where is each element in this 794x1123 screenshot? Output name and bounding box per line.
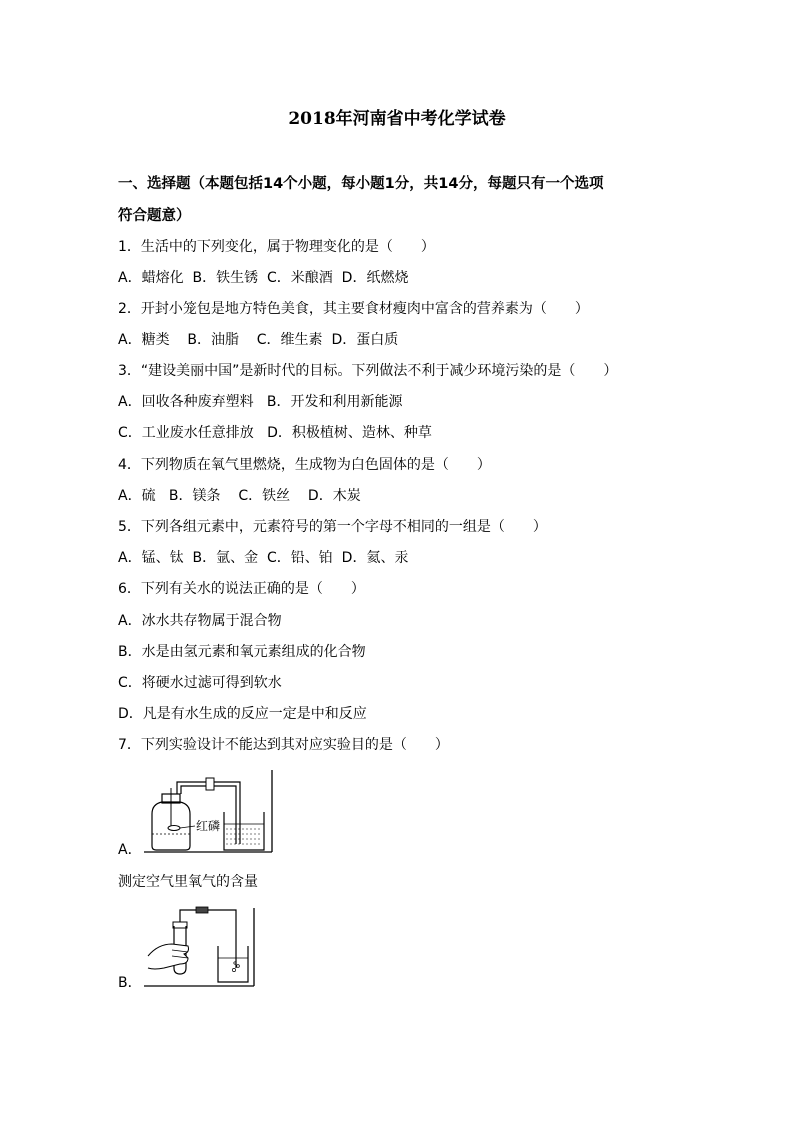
question-3-stem: 3．“建设美丽中国”是新时代的目标。下列做法不利于减少环境污染的是（ ）	[118, 363, 618, 379]
question-5-options: A．锰、钛 B．氩、金 C．铅、铂 D．氦、汞	[118, 550, 409, 566]
question-1-stem: 1．生活中的下列变化，属于物理变化的是（ ）	[118, 239, 435, 255]
question-4-stem: 4．下列物质在氧气里燃烧，生成物为白色固体的是（ ）	[118, 457, 491, 473]
question-6-option-d: D．凡是有水生成的反应一定是中和反应	[118, 706, 367, 722]
section-heading	[118, 168, 688, 232]
red-phosphorus-label: 红磷	[196, 819, 221, 833]
question-3-options-ab: A．回收各种废弃塑料 B．开发和利用新能源	[118, 394, 403, 410]
question-7-stem: 7．下列实验设计不能达到其对应实验目的是（ ）	[118, 737, 449, 753]
question-3-options-cd: C．工业废水任意排放 D．积极植树、造林、种草	[118, 425, 432, 441]
exam-title: 2018年河南省中考化学试卷	[288, 109, 506, 129]
q7-option-a-label: A．	[118, 842, 142, 858]
question-2-options: A．糖类 B．油脂 C．维生素 D．蛋白质	[118, 332, 399, 348]
question-5-stem: 5．下列各组元素中，元素符号的第一个字母不相同的一组是（ ）	[118, 519, 547, 535]
question-4-options: A．硫 B．镁条 C．铁丝 D．木炭	[118, 488, 361, 504]
q7-option-b-label: B．	[118, 975, 142, 991]
section-heading-line1: 一、选择题（本题包括14个小题，每小题1分，共14分，每题只有一个选项	[118, 176, 604, 192]
question-2-stem: 2．开封小笼包是地方特色美食，其主要食材瘦肉中富含的营养素为（ ）	[118, 301, 589, 317]
q7-option-a-caption: 测定空气里氧气的含量	[118, 874, 258, 890]
section-heading-line2: 符合题意）	[118, 208, 191, 224]
question-6-option-c: C．将硬水过滤可得到软水	[118, 675, 282, 691]
question-6-option-a: A．冰水共存物属于混合物	[118, 613, 282, 629]
question-6-option-b: B．水是由氢元素和氧元素组成的化合物	[118, 644, 366, 660]
question-6-stem: 6．下列有关水的说法正确的是（ ）	[118, 581, 365, 597]
airtightness-check-apparatus-figure	[144, 906, 256, 990]
oxygen-measurement-apparatus-figure	[144, 768, 274, 856]
question-1-options: A．蜡熔化 B．铁生锈 C．米酿酒 D．纸燃烧	[118, 270, 409, 286]
